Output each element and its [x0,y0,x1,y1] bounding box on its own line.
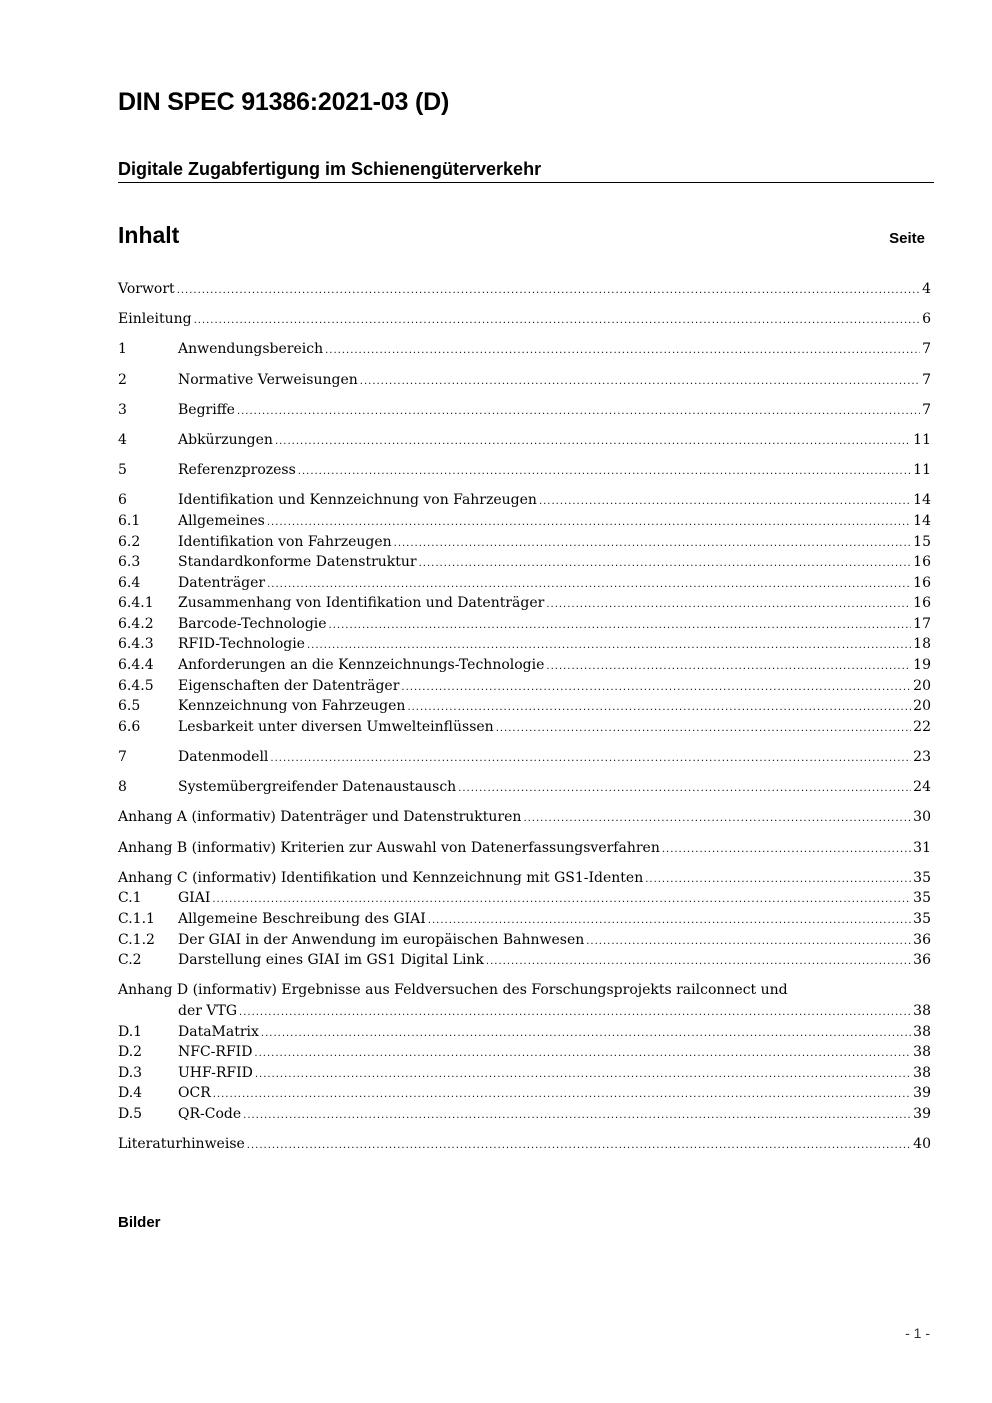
toc-entry-title: Anhang B (informativ) Kriterien zur Auswahl von Datenerfassungsverfahren [118,839,660,856]
toc-entry[interactable] [118,655,931,676]
toc-entry-page: 35 [913,869,931,886]
toc-entry-title: Literaturhinweise [118,1136,245,1153]
toc-entry-title: UHF-RFID [178,1064,253,1081]
toc-entry[interactable] [118,777,931,798]
toc-entry[interactable] [118,1022,931,1043]
toc-entry[interactable] [118,930,931,951]
toc-entry-number: D.3 [118,1064,143,1081]
toc-entry-page: 38 [913,1064,931,1081]
document-title: DIN SPEC 91386:2021-03 (D) [118,88,450,116]
toc-entry[interactable] [118,1063,931,1084]
toc-leader-dots [428,909,911,932]
toc-entry[interactable] [118,593,931,614]
toc-leader-dots [267,511,911,534]
toc-leader-dots [237,400,920,423]
toc-leader-dots [177,279,920,302]
toc-entry-title: Datenträger [178,574,266,591]
toc-entry-page: 14 [913,492,931,509]
toc-entry-page: 14 [913,512,931,529]
toc-entry-number: 6.6 [118,718,141,735]
toc-entry-title: Allgemeines [178,512,265,529]
toc-leader-dots [298,460,911,483]
toc-entry-page: 20 [913,698,931,715]
toc-entry[interactable] [118,1042,931,1063]
toc-leader-dots [239,1001,911,1024]
toc-leader-dots [546,593,911,616]
toc-entry-number: D.4 [118,1085,143,1102]
toc-leader-dots [275,430,911,453]
toc-entry-page: 35 [913,890,931,907]
toc-leader-dots [213,1083,911,1106]
toc-entry[interactable] [118,370,931,391]
toc-leader-dots [458,777,911,800]
toc-entry[interactable] [118,614,931,635]
toc-entry-number: 1 [118,341,127,358]
toc-entry-title: Systemübergreifender Datenaustausch [178,779,457,796]
toc-entry-title: Barcode-Technologie [178,615,327,632]
toc-leader-dots [254,1042,911,1065]
toc-entry[interactable] [118,400,931,421]
toc-entry-page: 19 [913,657,931,674]
toc-entry-page: 31 [913,839,931,856]
toc-entry-number: 7 [118,749,127,766]
toc-leader-dots [645,868,911,891]
toc-entry[interactable] [118,747,931,768]
toc-entry-title: Anwendungsbereich [178,341,324,358]
toc-entry-page: 36 [913,952,931,969]
toc-entry-page: 22 [913,718,931,735]
toc-entry-title: Vorwort [118,281,175,297]
toc-leader-dots [586,930,911,953]
toc-entry-title: Abkürzungen [178,431,273,448]
toc-entry-number: 5 [118,462,127,479]
toc-entry-number: 6.4.2 [118,615,154,632]
toc-entry[interactable] [118,1083,931,1104]
toc-entry-number: 6.4.3 [118,636,154,653]
toc-leader-dots [496,717,911,740]
toc-entry-title: Allgemeine Beschreibung des GIAI [178,910,426,927]
toc-entry-number: 6.4.4 [118,657,154,674]
toc-leader-dots [194,309,921,332]
toc-leader-dots [255,1063,911,1086]
toc-entry[interactable] [118,573,931,594]
toc-entry-number: 6.5 [118,698,141,715]
toc-entry-number: 6.4.5 [118,677,154,694]
toc-entry-page: 7 [922,341,931,358]
toc-entry-title: QR-Code [178,1105,242,1122]
toc-entry[interactable] [118,490,931,511]
toc-entry[interactable] [118,309,931,330]
toc-leader-dots [212,888,911,911]
toc-entry-title: der VTG [178,1002,238,1019]
toc-entry-title: Identifikation von Fahrzeugen [178,533,392,550]
toc-entry[interactable] [118,676,931,697]
toc-entry-number: C.2 [118,952,142,969]
toc-entry-number: 6.4.1 [118,595,154,612]
toc-entry-title: RFID-Technologie [178,636,305,653]
toc-entry-number: C.1 [118,890,142,907]
toc-entry[interactable] [118,717,931,738]
toc-entry-number: 3 [118,401,127,418]
toc-entry-number: 6.4 [118,574,141,591]
toc-leader-dots [401,676,911,699]
toc-entry-annex-d-line2[interactable] [118,1001,931,1022]
toc-leader-dots [261,1022,911,1045]
toc-entry-title: Begriffe [178,401,235,418]
toc-entry-title: Anhang A (informativ) Datenträger und Datenstrukturen [118,809,522,826]
toc-entry-page: 7 [922,371,931,388]
toc-entry-title: Einleitung [118,311,192,328]
toc-entry-page: 16 [913,554,931,571]
toc-entry[interactable] [118,430,931,451]
toc-entry[interactable] [118,1134,931,1155]
toc-entry-title: Darstellung eines GIAI im GS1 Digital Link [178,952,484,969]
table-of-contents [118,279,931,1155]
toc-entry-page: 16 [913,595,931,612]
toc-entry-title: Normative Verweisungen [178,371,358,388]
toc-leader-dots [329,614,912,637]
toc-entry-title: OCR [178,1085,211,1102]
toc-entry-number: 8 [118,779,127,796]
toc-leader-dots [486,950,911,973]
toc-leader-dots [270,747,911,770]
toc-entry-number: 4 [118,431,127,448]
toc-leader-dots [523,807,911,830]
toc-entry-page: 38 [913,1023,931,1040]
toc-entry[interactable] [118,888,931,909]
toc-entry-title: Identifikation und Kennzeichnung von Fahrzeugen [178,492,537,509]
toc-entry-number: D.1 [118,1023,143,1040]
toc-entry-page: 15 [913,533,931,550]
toc-entry-page: 39 [913,1105,931,1122]
toc-entry-number: C.1.1 [118,910,155,927]
toc-entry-title: GIAI [178,890,211,907]
toc-entry-title: Eigenschaften der Datenträger [178,677,400,694]
toc-leader-dots [407,696,911,719]
toc-entry[interactable] [118,279,931,300]
toc-entry-title: Kennzeichnung von Fahrzeugen [178,698,406,715]
title-divider [118,182,934,183]
toc-leader-dots [539,490,911,513]
toc-entry[interactable] [118,460,931,481]
toc-entry[interactable] [118,634,931,655]
figures-heading: Bilder [118,1214,161,1231]
toc-entry-number: 6.2 [118,533,141,550]
toc-entry[interactable] [118,552,931,573]
footer-page-number: - 1 - [905,1325,930,1341]
toc-page-column-label: Seite [889,230,925,247]
toc-entry-page: 17 [913,615,931,632]
toc-entry-number: 6 [118,492,127,509]
toc-entry-page: 4 [922,281,931,297]
toc-entry[interactable] [118,532,931,553]
toc-leader-dots [325,339,920,362]
toc-entry[interactable] [118,868,931,889]
toc-entry-title: Lesbarkeit unter diversen Umwelteinflüssen [178,718,494,735]
toc-entry-page: 6 [922,311,931,328]
toc-entry-number: 6.3 [118,554,141,571]
toc-entry-page: 18 [913,636,931,653]
toc-entry-page: 11 [913,462,931,479]
toc-entry-page: 11 [913,431,931,448]
toc-entry-page: 7 [922,401,931,418]
toc-entry-page: 24 [913,779,931,796]
toc-entry-annex-d-line1[interactable]: Anhang D (informativ) Ergebnisse aus Feldversuchen des Forschungsprojekts railconnect und [118,982,788,999]
toc-entry-page: 16 [913,574,931,591]
toc-entry-title: DataMatrix [178,1023,259,1040]
toc-leader-dots [307,634,911,657]
toc-entry-title: NFC-RFID [178,1044,253,1061]
toc-entry-page: 40 [913,1136,931,1153]
toc-entry-page: 23 [913,749,931,766]
toc-heading: Inhalt [118,222,180,248]
toc-entry[interactable] [118,511,931,532]
toc-entry-title: Referenzprozess [178,462,296,479]
toc-entry[interactable] [118,1104,931,1125]
toc-entry-number: D.5 [118,1105,143,1122]
toc-entry-page: 38 [913,1002,931,1019]
toc-entry-page: 35 [913,910,931,927]
toc-entry-title: Anforderungen an die Kennzeichnungs-Technologie [178,657,545,674]
toc-leader-dots [419,552,912,575]
toc-entry[interactable] [118,909,931,930]
toc-entry-number: 2 [118,371,127,388]
toc-entry-number: D.2 [118,1044,143,1061]
toc-entry-title: Zusammenhang von Identifikation und Datenträger [178,595,545,612]
toc-entry-title: Datenmodell [178,749,269,766]
toc-leader-dots [360,370,920,393]
toc-entry[interactable] [118,339,931,360]
toc-entry-title: Der GIAI in der Anwendung im europäischen Bahnwesen [178,931,585,948]
toc-entry[interactable] [118,807,931,828]
toc-leader-dots [267,573,911,596]
toc-entry-page: 39 [913,1085,931,1102]
toc-entry-number: 6.1 [118,512,141,529]
toc-leader-dots [247,1134,911,1157]
toc-leader-dots [243,1104,911,1127]
toc-entry-page: 38 [913,1044,931,1061]
toc-entry-page: 36 [913,931,931,948]
toc-entry[interactable] [118,838,931,859]
toc-entry[interactable] [118,696,931,717]
toc-leader-dots [662,838,911,861]
toc-entry-page: 30 [913,809,931,826]
toc-entry-title: Standardkonforme Datenstruktur [178,554,417,571]
toc-entry-number: C.1.2 [118,931,155,948]
toc-entry-page: 20 [913,677,931,694]
toc-entry-title: Anhang C (informativ) Identifikation und Kennzeichnung mit GS1-Identen [118,869,644,886]
toc-leader-dots [394,532,912,555]
document-subtitle: Digitale Zugabfertigung im Schienengüterverkehr [118,159,542,179]
toc-entry[interactable] [118,950,931,971]
toc-leader-dots [546,655,911,678]
